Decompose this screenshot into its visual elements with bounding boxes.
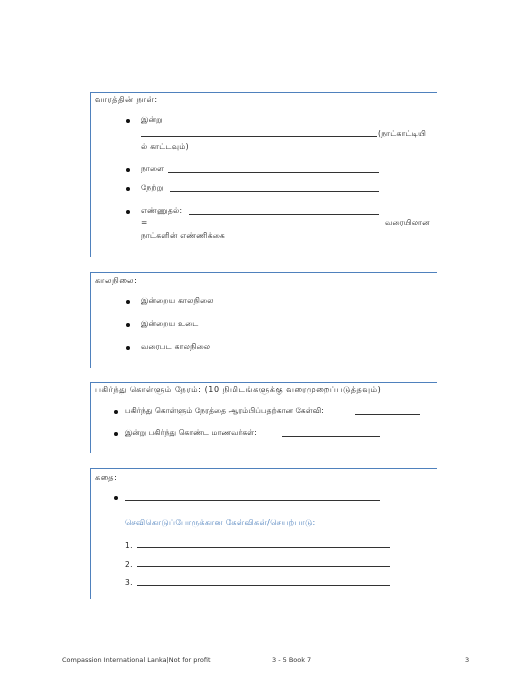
weather-item-1: இன்றைய காலநிலை <box>141 296 214 305</box>
section-story-frame <box>90 468 437 599</box>
bullet-story <box>114 496 118 500</box>
count-equals: = <box>141 218 148 227</box>
question-line-2[interactable] <box>137 566 390 567</box>
bullet-today <box>126 119 130 123</box>
bullet-sharing-students <box>114 432 118 436</box>
story-subheading: செவிகொடுப்போருக்கான கேள்விகள்/செயற்பாடு: <box>125 518 316 527</box>
today-answer-line[interactable] <box>141 136 377 137</box>
count-tail: நாட்களின் எண்ணிக்கை <box>141 231 225 240</box>
today-label: இன்று <box>141 115 163 124</box>
bullet-count <box>126 210 130 214</box>
bullet-tomorrow <box>126 168 130 172</box>
sharing-students-line[interactable] <box>282 436 380 437</box>
question-number-2: 2. <box>125 560 133 569</box>
section-sharing-heading: பகிர்ந்து கொள்ளும் நேரம்: (10 நிமிடங்களுக்கு வரைமுறைப்படுத்தவும்) <box>95 385 382 394</box>
weather-item-2: இன்றைய உடை <box>141 319 199 328</box>
bullet-weather-2 <box>126 323 130 327</box>
tomorrow-label: நாளை <box>141 164 165 173</box>
footer-left: Compassion International Lanka|Not for profit <box>62 656 211 664</box>
section-story-heading: கதை: <box>95 473 118 482</box>
today-hint-b: ல் காட்டவும்) <box>141 142 189 151</box>
count-label: எண்ணுதல்: <box>141 206 183 215</box>
today-hint-a: (நாட்காட்டியி <box>378 129 427 138</box>
sharing-question-label: பகிர்ந்து கொள்ளும் நேரத்தை ஆரம்பிப்பதற்கான கேள்வி: <box>125 406 324 415</box>
bullet-yesterday <box>126 187 130 191</box>
sharing-question-line[interactable] <box>355 414 420 415</box>
bullet-weather-3 <box>126 346 130 350</box>
section-day-heading: வாரத்தின் நாள்: <box>95 95 158 104</box>
question-number-3: 3. <box>125 578 133 587</box>
sharing-students-label: இன்று பகிர்ந்து கொண்ட மாணவர்கள்: <box>125 428 257 437</box>
count-answer-line[interactable] <box>189 214 379 215</box>
question-line-3[interactable] <box>137 585 390 586</box>
question-number-1: 1. <box>125 541 133 550</box>
yesterday-label: நேற்று <box>141 183 164 192</box>
count-until: வரையிலான <box>385 218 430 227</box>
question-line-1[interactable] <box>137 547 390 548</box>
bullet-weather-1 <box>126 300 130 304</box>
page-number: 3 <box>465 656 470 664</box>
footer-center: 3 - 5 Book 7 <box>272 656 312 664</box>
yesterday-answer-line[interactable] <box>170 191 379 192</box>
bullet-sharing-question <box>114 410 118 414</box>
section-weather-heading: காலநிலை: <box>95 276 138 285</box>
tomorrow-answer-line[interactable] <box>168 172 379 173</box>
story-answer-line[interactable] <box>125 500 380 501</box>
weather-item-3: வரைபட காலநிலை <box>141 342 211 351</box>
